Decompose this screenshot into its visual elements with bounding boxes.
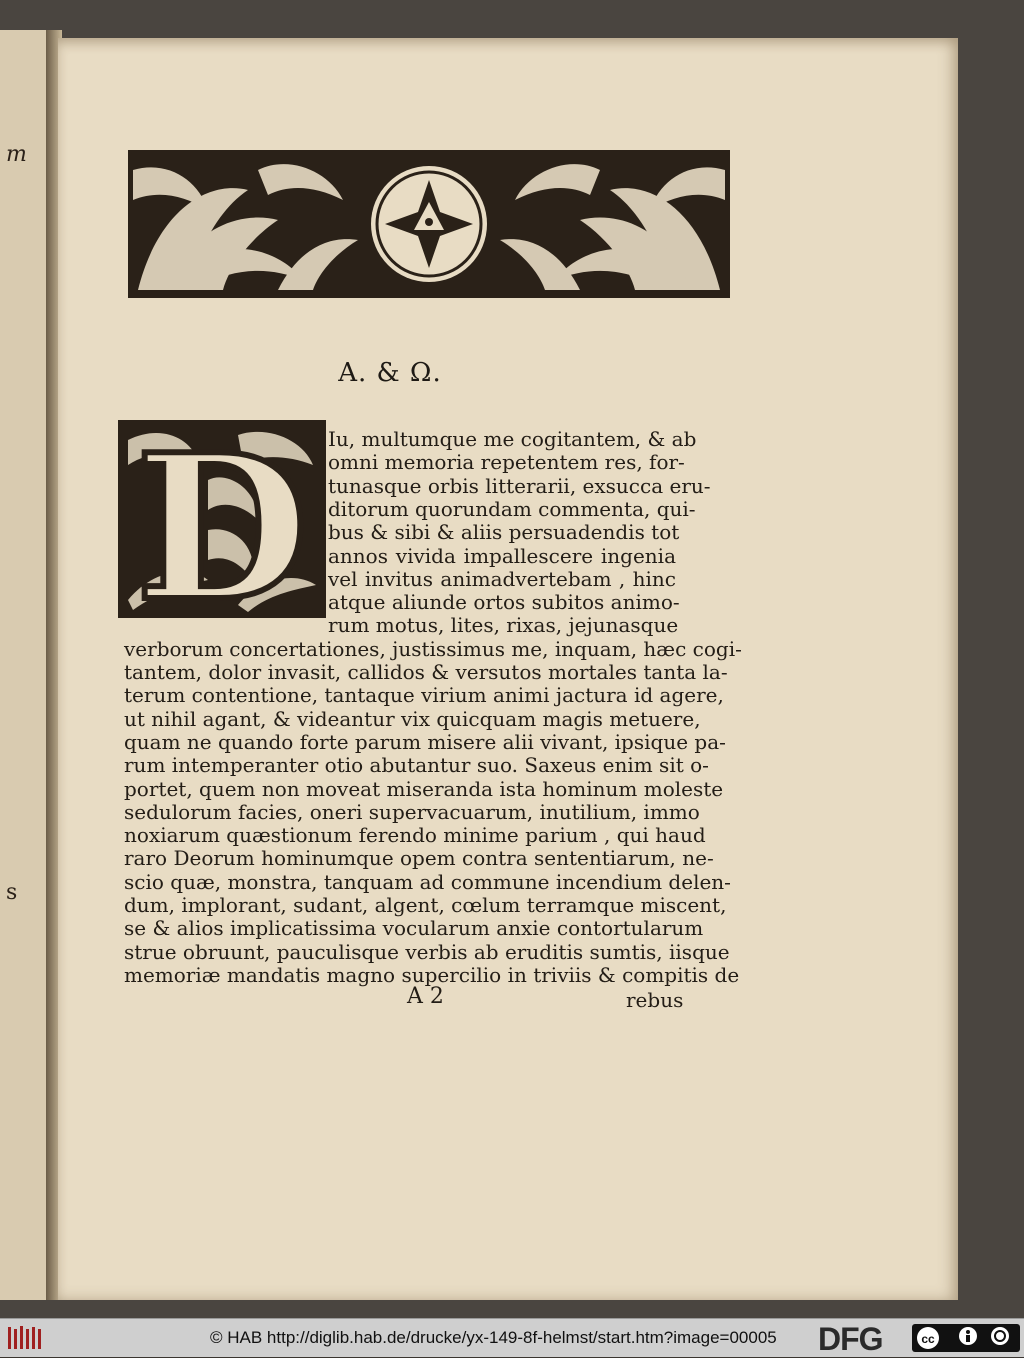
text-line: ut nihil agant, & videantur vix quicquam magis metuere, [124, 706, 701, 731]
copyright-url[interactable]: © HAB http://diglib.hab.de/drucke/yx-149-8f-helmst/start.htm?image=00005 [210, 1328, 777, 1347]
text-line: atque aliunde ortos subitos animo- [328, 590, 680, 615]
initial-letter: D [135, 420, 309, 618]
text-line: verborum concertationes, justissimus me, inquam, hæc cogi- [124, 636, 742, 661]
previous-page-fragment: s [6, 880, 18, 905]
text-line: tunasque orbis litterarii, exsucca eru- [328, 473, 711, 498]
text-line: se & alios implicatissima vocularum anxie contortularum [124, 916, 704, 941]
text-line: terum contentione, tantaque virium animi jactura id agere, [124, 683, 724, 708]
text-line: Iu, multumque me cogitantem, & ab [328, 427, 697, 451]
text-line: scio quæ, monstra, tanquam ad commune incendium delen- [124, 869, 731, 894]
text-line: noxiarum quæstionum ferendo minime parium , qui haud [124, 823, 706, 848]
text-line: raro Deorum hominumque opem contra sententiarum, ne- [124, 846, 714, 871]
viewer-footer-bar [0, 1318, 1024, 1357]
text-line: ditorum quorundam commenta, qui- [328, 496, 696, 521]
text-line: strue obruunt, pauculisque verbis ab eruditis sumtis, iisque [124, 939, 730, 964]
text-line: portet, quem non moveat miseranda ista hominum molestе [124, 776, 724, 801]
text-line: dum, implorant, sudant, algent, cœlum terramque miscent, [124, 893, 727, 917]
text-line: vel invitus animadvertebam , hinc [328, 566, 676, 591]
text-line: quam ne quando forte parum misere alii vivant, ipsique pa- [124, 729, 726, 754]
section-heading: A. & Ω. [338, 358, 442, 388]
previous-page-edge [0, 30, 49, 1300]
svg-text:cc: cc [921, 1332, 935, 1346]
text-line: rum intemperanter otio abutantur suo. Saxeus enim sit o- [124, 753, 709, 778]
text-line: memoriæ mandatis magno supercilio in triviis & compitis de [124, 962, 740, 987]
decorated-initial [118, 420, 326, 618]
cc-by-sa-icon[interactable] [912, 1324, 1020, 1352]
text-line: sedulorum facies, oneri supervacuarum, inutilium, immo [124, 799, 700, 824]
text-line: annos vivida impallescere ingenia [328, 543, 676, 568]
text-line: rum motus, lites, rixas, jejunasque [328, 613, 679, 638]
library-logo-icon [6, 1323, 46, 1353]
text-line: bus & sibi & aliis persuadendis tot [328, 520, 680, 545]
text-line: tantem, dolor invasit, callidos & versutos mortales tanta la- [124, 660, 728, 684]
signature-mark: A 2 [407, 984, 444, 1009]
dfg-logo: DFG [818, 1321, 883, 1357]
text-line: omni memoria repetentem res, for- [328, 450, 685, 475]
previous-page-fragment: m [6, 142, 27, 167]
headpiece-ornament [128, 150, 730, 298]
catchword: rebus [626, 988, 684, 1012]
